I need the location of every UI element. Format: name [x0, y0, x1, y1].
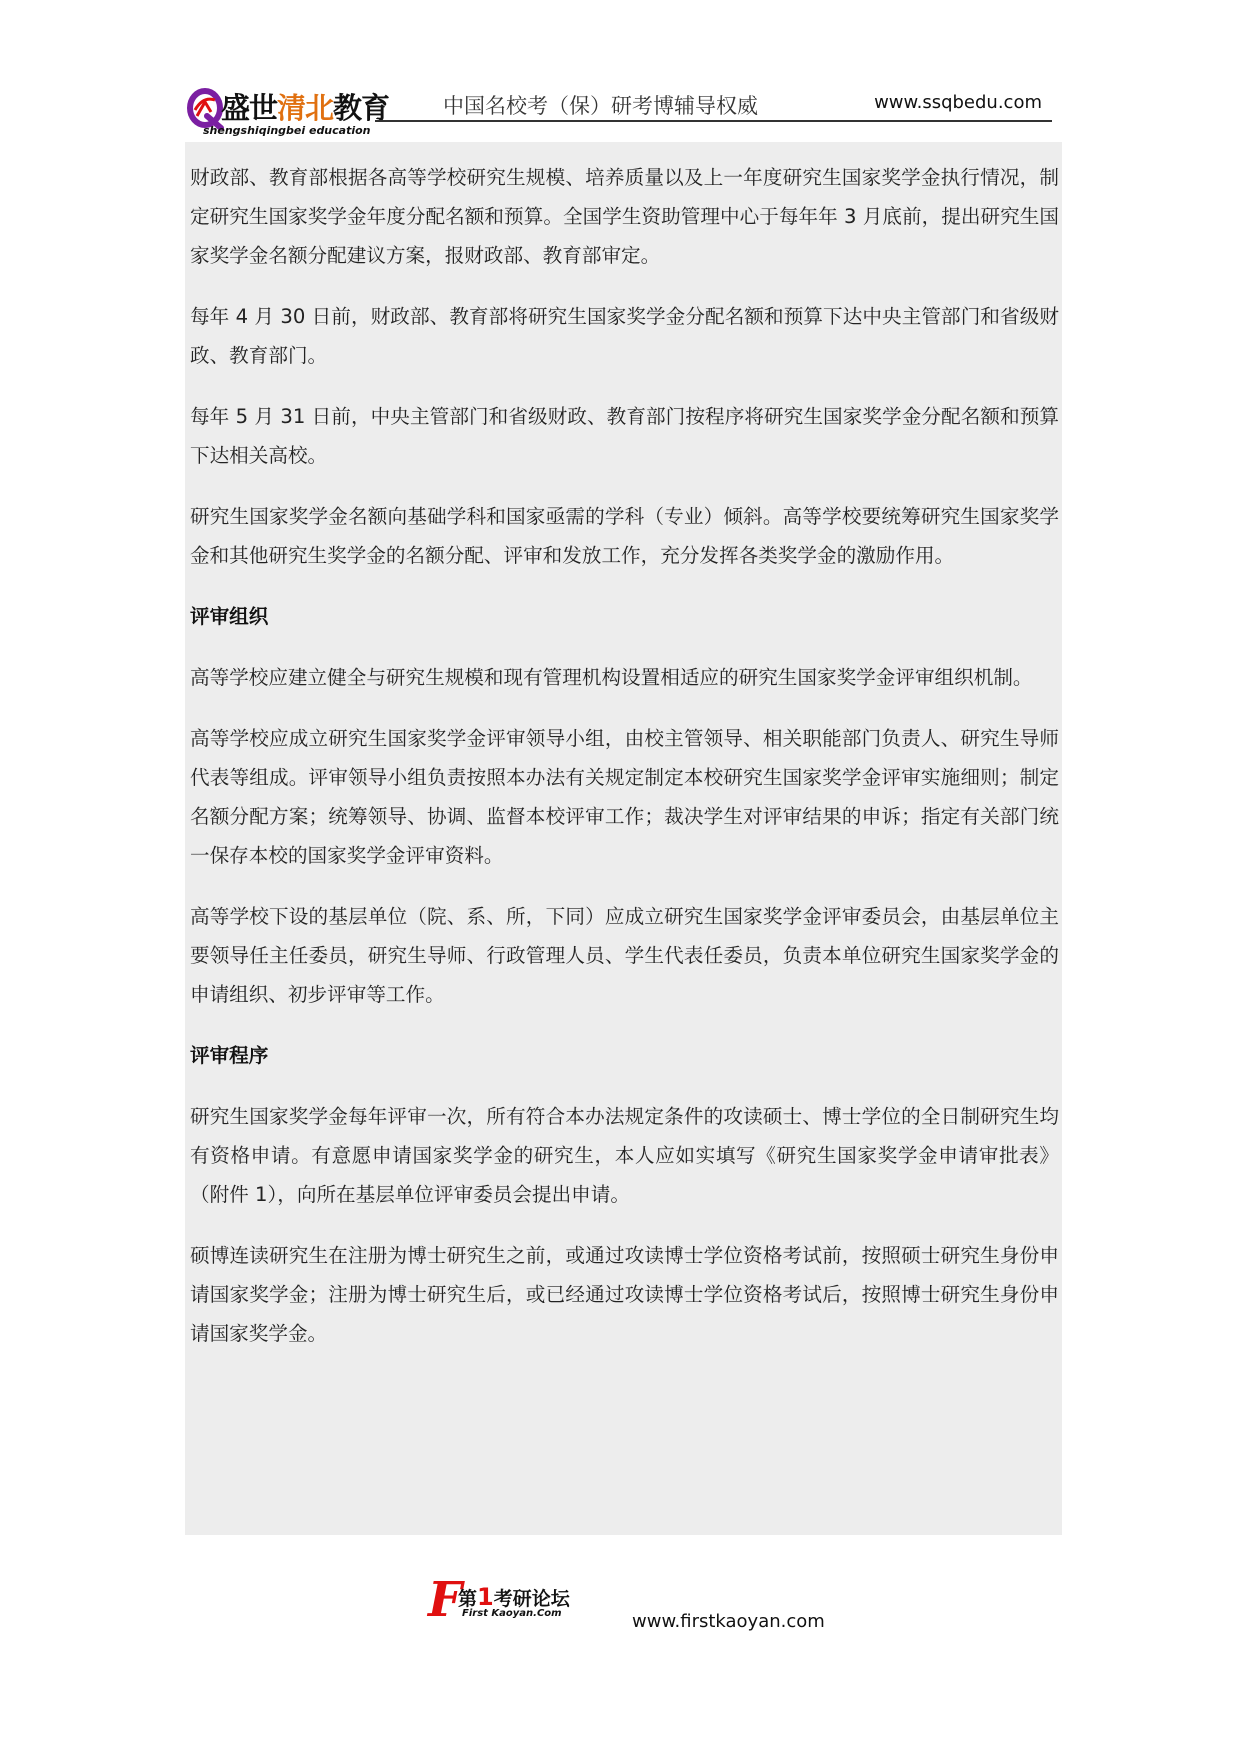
paragraph: 高等学校应成立研究生国家奖学金评审领导小组，由校主管领导、相关职能部门负责人、研究生导师代表等组成。评审领导小组负责按照本办法有关规定制定本校研究生国家奖学金评审实施细则；制定名额分配方案；统筹领导、协调、监督本校评审工作；裁决学生对评审结果的申诉；指定有关部门统一保存本校的国家奖学金评审资料。: [190, 727, 1059, 867]
paragraph: 每年 4 月 30 日前，财政部、教育部将研究生国家奖学金分配名额和预算下达中央主管部门和省级财政、教育部门。: [190, 305, 1059, 367]
paragraph: 高等学校下设的基层单位（院、系、所，下同）应成立研究生国家奖学金评审委员会，由基层单位主要领导任主任委员，研究生导师、行政管理人员、学生代表任委员，负责本单位研究生国家奖学金的申请组织、初步评审等工作。: [190, 905, 1059, 1006]
paragraph: 研究生国家奖学金每年评审一次，所有符合本办法规定条件的攻读硕士、博士学位的全日制研究生均有资格申请。有意愿申请国家奖学金的研究生，本人应如实填写《研究生国家奖学金申请审批表》（附件 1），向所在基层单位评审委员会提出申请。: [190, 1105, 1059, 1206]
page-header: [185, 84, 1062, 144]
logo-subtitle: shengshiqingbei education: [203, 124, 371, 137]
paragraph: 硕博连读研究生在注册为博士研究生之前，或通过攻读博士学位资格考试前，按照硕士研究生身份申请国家奖学金；注册为博士研究生后，或已经通过攻读博士学位资格考试后，按照博士研究生身份申请国家奖学金。: [190, 1244, 1059, 1345]
header-tagline: 中国名校考（保）研考博辅导权威: [443, 94, 758, 118]
ssqb-logo: [185, 84, 390, 142]
paragraph: 研究生国家奖学金名额向基础学科和国家亟需的学科（专业）倾斜。高等学校要统筹研究生国家奖学金和其他研究生奖学金的名额分配、评审和发放工作，充分发挥各类奖学金的激励作用。: [190, 505, 1059, 567]
header-divider: [375, 120, 1052, 122]
paragraph: 每年 5 月 31 日前，中央主管部门和省级财政、教育部门按程序将研究生国家奖学金分配名额和预算下达相关高校。: [190, 405, 1059, 467]
paragraph: 高等学校应建立健全与研究生规模和现有管理机构设置相适应的研究生国家奖学金评审组织机制。: [190, 666, 1033, 689]
footer-logo-subtitle: First Kaoyan.Com: [462, 1608, 562, 1619]
firstkaoyan-logo: [428, 1572, 600, 1628]
footer-site-url[interactable]: www.firstkaoyan.com: [632, 1611, 825, 1632]
logo-title: 盛世清北教育: [221, 91, 390, 125]
section-heading-review-procedure: 评审程序: [190, 1044, 269, 1067]
logo-f-letter: F: [428, 1572, 463, 1628]
paragraph: 财政部、教育部根据各高等学校研究生规模、培养质量以及上一年度研究生国家奖学金执行情况，制定研究生国家奖学金年度分配名额和预算。全国学生资助管理中心于每年年 3 月底前，提出研究生国家奖学金名额分配建议方案，报财政部、教育部审定。: [190, 166, 1059, 267]
document-body: [185, 142, 1062, 1535]
header-site-url[interactable]: www.ssqbedu.com: [874, 92, 1042, 113]
footer-logo-title: 第1考研论坛: [458, 1583, 570, 1611]
section-heading-review-organization: 评审组织: [190, 605, 269, 628]
